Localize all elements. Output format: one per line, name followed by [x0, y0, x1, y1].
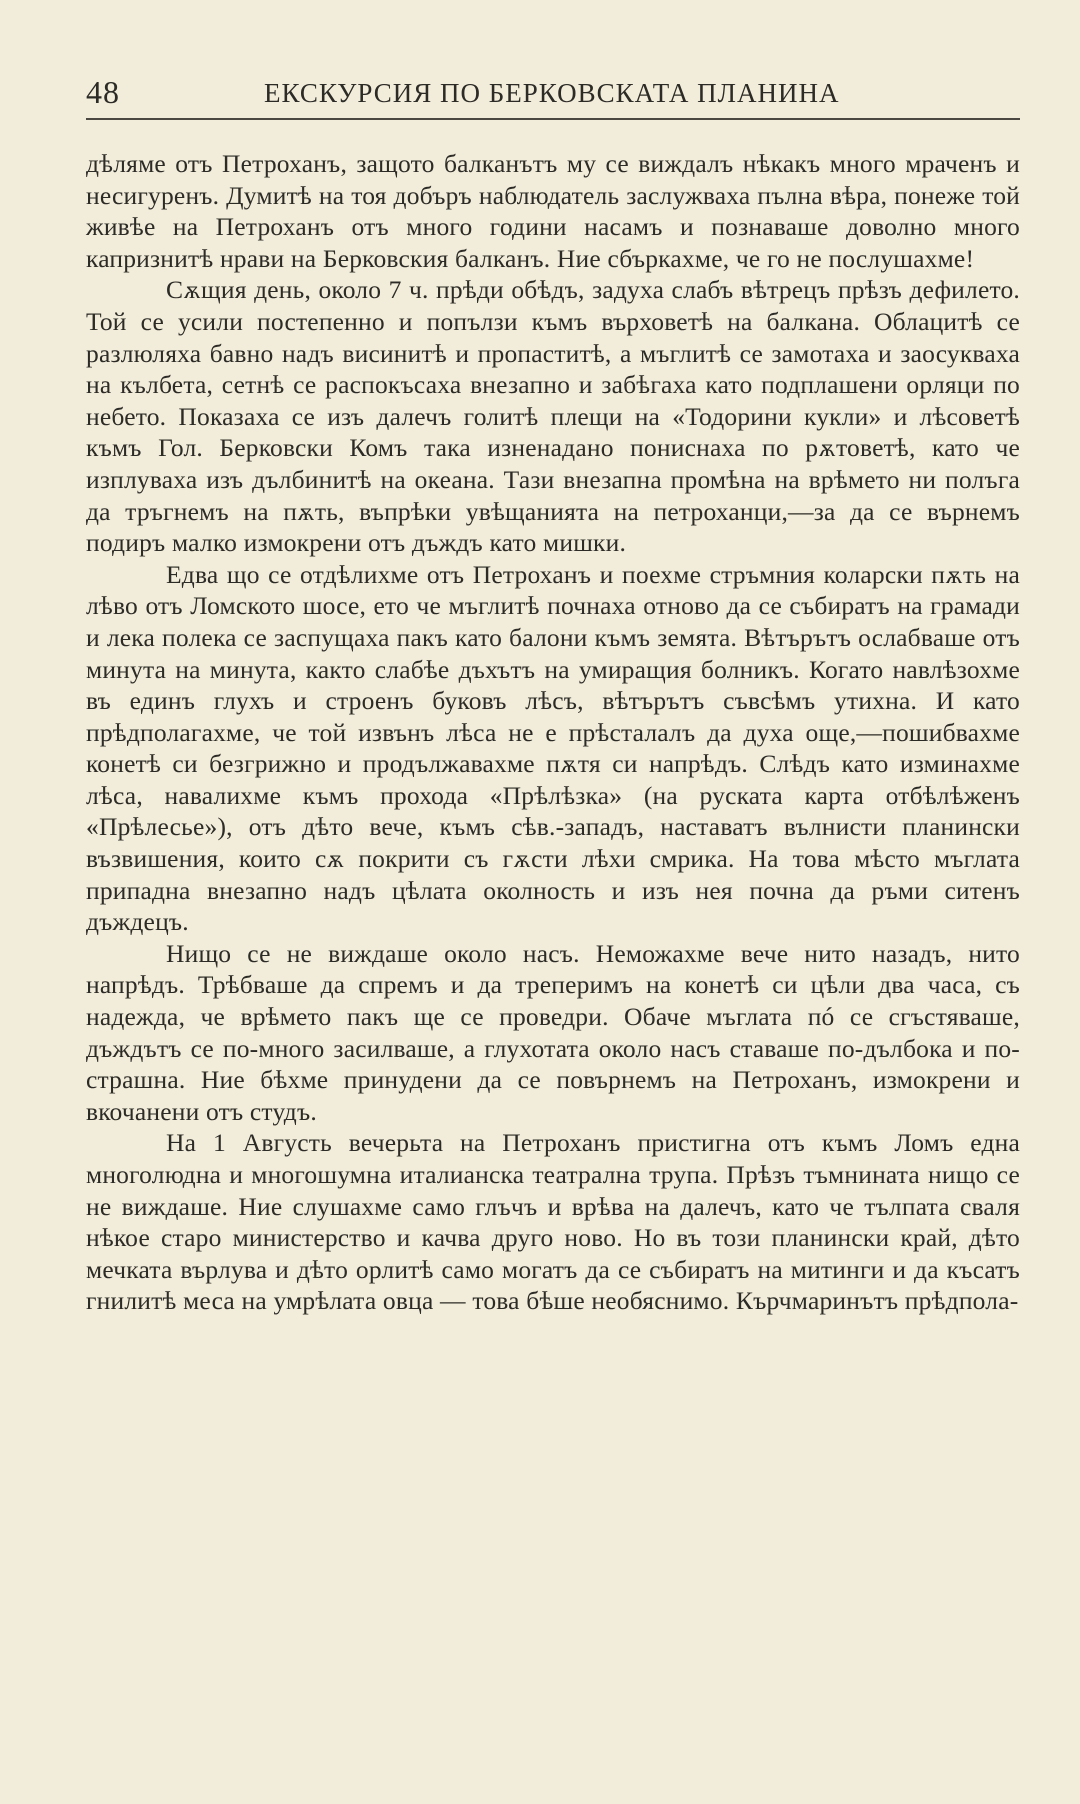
running-head [86, 74, 1020, 120]
running-title: ЕКСКУРСИЯ ПО БЕРКОВСКАТА ПЛАНИНА [264, 78, 840, 108]
paragraph-continued: дѣляме отъ Петроханъ, защото балканътъ му се виждалъ нѣкакъ много мраченъ и несигуренъ. Думитѣ на тоя добъръ наблюдатель заслужваха пълна вѣра, понеже той живѣе на Петроханъ отъ много години насамъ и познаваше доволно много капризнитѣ нрави на Берковския балканъ. Ние сбъркахме, че го не послушахме! [86, 149, 1020, 273]
paragraph: Едва що се отдѣлихме отъ Петроханъ и поехме стръмния коларски пѫть на лѣво отъ Ломското шосе, ето че мъглитѣ почнаха отново да се събиратъ на грамади и лека полека се заспущаха пакъ като балони къмъ земята. Вѣтърътъ ослабваше отъ минута на минута, както слабѣе дъхътъ на умиращия болникъ. Когато навлѣзохме въ единъ глухъ и строенъ буковъ лѣсъ, вѣтърътъ съвсѣмъ утихна. И като прѣдполагахме, че той извънъ лѣса не е прѣсталалъ да духа още,—пошибвахме конетѣ си безгрижно и продължавахме пѫтя си напрѣдъ. Слѣдъ като изминахме лѣса, навалихме къмъ прохода «Прѣлѣзка» (на руската карта отбѣлѣженъ «Прѣлесье»), отъ дѣто вече, къмъ сѣв.-западъ, наставатъ вълнисти планински възвишения, които сѫ покрити съ гѫсти лѣхи смрика. На това мѣсто мъглата припадна внезапно надъ цѣлата околность и изъ нея почна да ръми ситенъ дъждецъ. [86, 559, 1020, 937]
paragraph: Сѫщия день, около 7 ч. прѣди обѣдъ, задуха слабъ вѣтрецъ прѣзъ дефилето. Той се усили постепенно и попълзи къмъ върховетѣ на балкана. Облацитѣ се разлюляха бавно надъ висинитѣ и пропаститѣ, а мъглитѣ се замотаха и заосукваха на кълбета, сетнѣ се распокъсаха внезапно и забѣгаха като подплашени орляци по небето. Показаха се изъ далечъ голитѣ плещи на «Тодорини кукли» и лѣсоветѣ къмъ Гол. Берковски Комъ така изненадано пониснаха по рѫтоветѣ, като че изплуваха изъ дълбинитѣ на океана. Тази внезапна промѣна на врѣмето ни полъга да тръгнемъ на пѫть, въпрѣки увѣщанията на петроханци,—за да се върнемъ подиръ малко измокрени отъ дъждъ като мишки. [86, 275, 1020, 558]
paragraph: На 1 Августь вечерьта на Петроханъ пристигна отъ къмъ Ломъ една многолюдна и многошумна италианска театрална трупа. Прѣзъ тъмнината нищо се не виждаше. Ние слушахме само глъчъ и врѣва на далечъ, като че тълпата сваля нѣкое старо министерство и качва друго ново. Но въ този планински край, дѣто мечката върлува и дѣто орлитѣ само могатъ да се събиратъ на митинги и да късатъ гнилитѣ меса на умрѣлата овца — това бѣше необяснимо. Кърчмаринътъ прѣдпола- [86, 1128, 1020, 1316]
paragraph: Нищо се не виждаше около насъ. Неможахме вече нито назадъ, нито напрѣдъ. Трѣбваше да спремъ и да треперимъ на конетѣ си цѣли два часа, съ надежда, че врѣмето пакъ ще се проведри. Обаче мъглата пó се сгъстяваше, дъждътъ се по-много засилваше, а глухотата около насъ ставаше по-дълбока и по-страшна. Ние бѣхме принудени да се повърнемъ на Петроханъ, измокрени и вкочанени отъ студъ. [86, 938, 1020, 1126]
page-number: 48 [86, 74, 120, 110]
body-text [86, 148, 1020, 1317]
